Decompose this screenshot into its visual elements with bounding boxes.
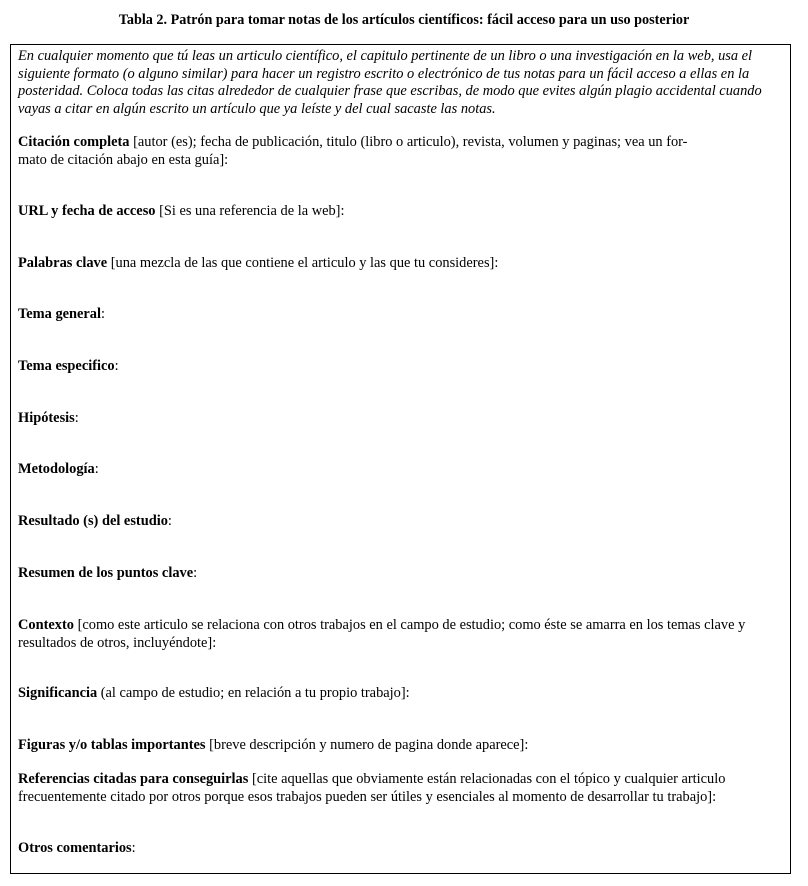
field-label: Citación completa: [18, 134, 130, 150]
field-label: Otros comentarios: [18, 840, 132, 856]
field-otros-comentarios: [18, 840, 788, 858]
field-detail: :: [74, 410, 79, 426]
field-detail: [cite aquellas que obviamente están relacionadas con el tópico y cualquier articulo frecuentemente citado por otros porque esos trabajos pueden ser útiles y esenciales al momento de desarrollar tu trabajo]:: [18, 771, 726, 805]
field-label: Tema general: [18, 306, 101, 322]
field-detail: :: [193, 565, 198, 581]
field-metodologia: [18, 461, 788, 479]
field-label: Resultado (s) del estudio: [18, 513, 168, 529]
field-tema-especifico: [18, 358, 788, 376]
field-label: Contexto: [18, 617, 74, 633]
field-detail: :: [114, 358, 119, 374]
field-tema-general: [18, 306, 788, 324]
field-detail-continued: mato de citación abajo en esta guía]:: [18, 151, 229, 168]
field-detail: [breve descripción y numero de pagina donde aparece]:: [205, 737, 529, 753]
field-label: Palabras clave: [18, 255, 108, 271]
field-label: Referencias citadas para conseguirlas: [18, 771, 249, 787]
field-hipotesis: [18, 410, 788, 428]
field-detail: :: [167, 513, 172, 529]
field-detail: :: [94, 461, 99, 477]
field-url: [18, 203, 788, 221]
field-detail: [autor (es); fecha de publicación, titulo (libro o articulo), revista, volumen y paginas; vea un for-: [129, 134, 688, 150]
field-label: URL y fecha de acceso: [18, 203, 156, 219]
field-label: Figuras y/o tablas importantes: [18, 737, 206, 753]
field-label: Tema especifico: [18, 358, 115, 374]
field-contexto: [18, 617, 788, 652]
field-figuras: [18, 737, 788, 755]
field-referencias: [18, 771, 788, 806]
field-detail: :: [131, 840, 136, 856]
intro-paragraph: En cualquier momento que tú leas un articulo científico, el capitulo pertinente de un libro o una investigación en la web, usa el siguiente formato (o alguno similar) para hacer un registro escrito o electrónico de tus notas para un fácil acceso a ellas en la posteridad. Coloca todas las citas alrededor de cualquier frase que escribas, de modo que evites algún plagio accidental cuando vayas a citar en algún escrito un artículo que ya leíste y del cual sacaste las notas.: [18, 48, 762, 117]
field-detail: [como este articulo se relaciona con otros trabajos en el campo de estudio; como éste se amarra en los temas clave y resultados de otros, incluyéndote]:: [18, 617, 746, 651]
field-resultados: [18, 513, 788, 531]
field-label: Metodología: [18, 461, 95, 477]
field-label: Hipótesis: [18, 410, 75, 426]
field-detail: (al campo de estudio; en relación a tu propio trabajo]:: [97, 685, 410, 701]
field-detail: [Si es una referencia de la web]:: [155, 203, 345, 219]
field-resumen: [18, 565, 788, 583]
field-citacion-completa: [18, 134, 788, 169]
field-palabras-clave: [18, 255, 788, 273]
field-detail: :: [101, 306, 105, 322]
field-detail: [una mezcla de las que contiene el articulo y las que tu consideres]:: [107, 255, 499, 271]
table-title: Tabla 2. Patrón para tomar notas de los artículos científicos: fácil acceso para un uso posterior: [118, 12, 690, 28]
field-significancia: [18, 685, 788, 703]
field-label: Significancia: [18, 685, 98, 701]
field-label: Resumen de los puntos clave: [18, 565, 194, 581]
